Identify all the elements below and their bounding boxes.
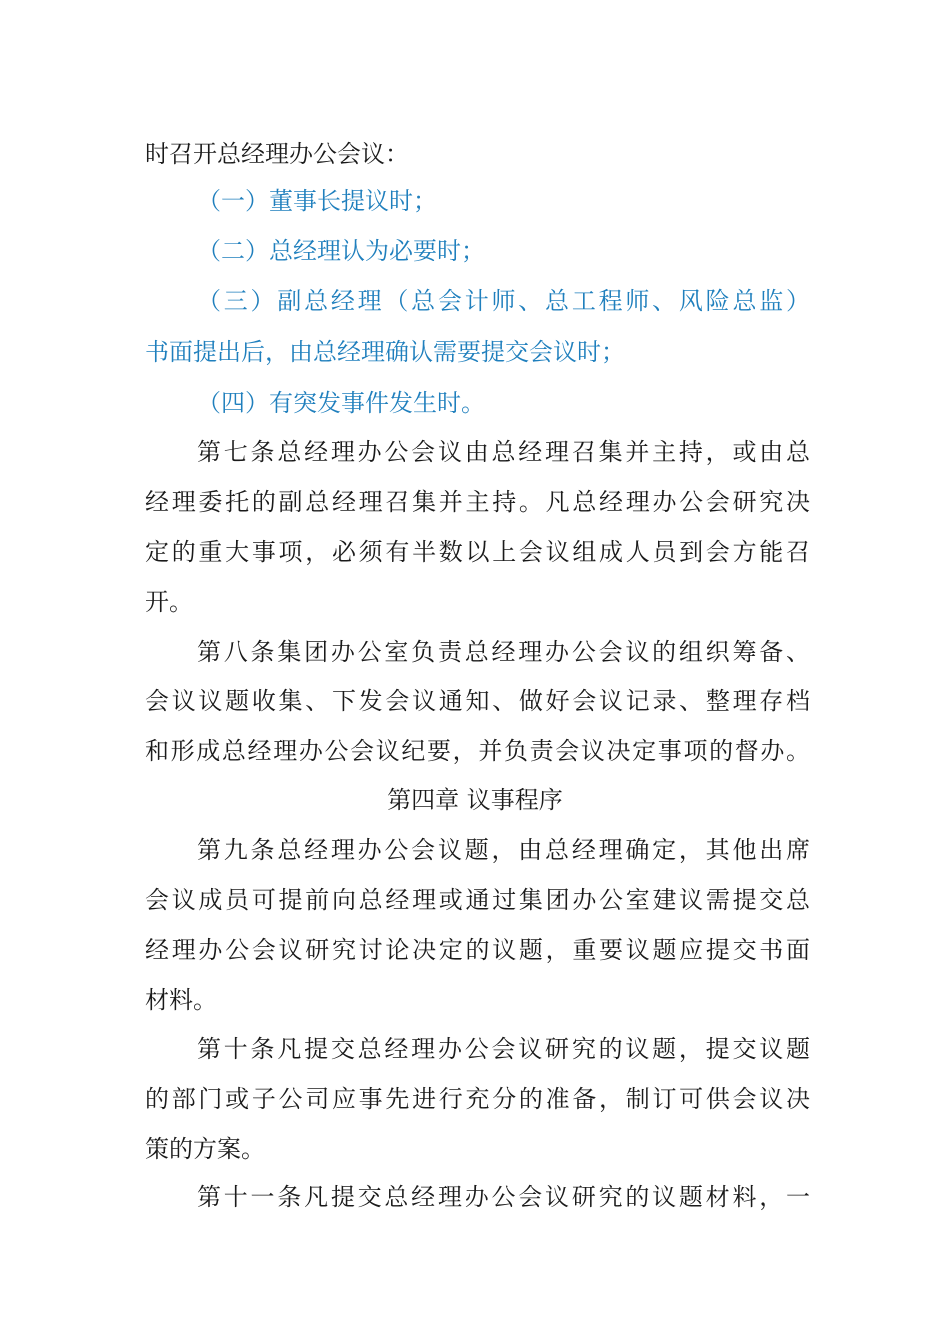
article-7-line-3: 定的重大事项，必须有半数以上会议组成人员到会方能召 <box>145 538 810 566</box>
list-item-2: （二）总经理认为必要时； <box>197 237 485 265</box>
article-8-line-2: 会议议题收集、下发会议通知、做好会议记录、整理存档 <box>145 687 810 715</box>
list-item-3-line-2: 书面提出后，由总经理确认需要提交会议时； <box>145 338 625 366</box>
article-7-line-1: 第七条总经理办公会议由总经理召集并主持，或由总 <box>197 438 810 466</box>
article-7-line-4: 开。 <box>145 588 193 616</box>
article-9-line-1: 第九条总经理办公会议题，由总经理确定，其他出席 <box>197 836 810 864</box>
article-10-line-1: 第十条凡提交总经理办公会议研究的议题，提交议题 <box>197 1035 810 1063</box>
paragraph-line: 时召开总经理办公会议： <box>145 140 409 168</box>
article-11-line-1: 第十一条凡提交总经理办公会议研究的议题材料，一 <box>197 1183 810 1211</box>
article-9-line-2: 会议成员可提前向总经理或通过集团办公室建议需提交总 <box>145 886 810 914</box>
article-8-line-1: 第八条集团办公室负责总经理办公会议的组织筹备、 <box>197 638 810 666</box>
article-7-line-2: 经理委托的副总经理召集并主持。凡总经理办公会研究决 <box>145 488 810 516</box>
article-10-line-2: 的部门或子公司应事先进行充分的准备，制订可供会议决 <box>145 1085 810 1113</box>
article-10-line-3: 策的方案。 <box>145 1135 265 1163</box>
article-8-line-3: 和形成总经理办公会议纪要，并负责会议决定事项的督办。 <box>145 737 810 765</box>
list-item-1: （一）董事长提议时； <box>197 187 437 215</box>
article-9-line-4: 材料。 <box>145 986 217 1014</box>
chapter-heading: 第四章 议事程序 <box>387 786 563 814</box>
article-9-line-3: 经理办公会议研究讨论决定的议题，重要议题应提交书面 <box>145 936 810 964</box>
list-item-3-line-1: （三）副总经理（总会计师、总工程师、风险总监） <box>197 287 810 315</box>
list-item-4: （四）有突发事件发生时。 <box>197 389 485 417</box>
